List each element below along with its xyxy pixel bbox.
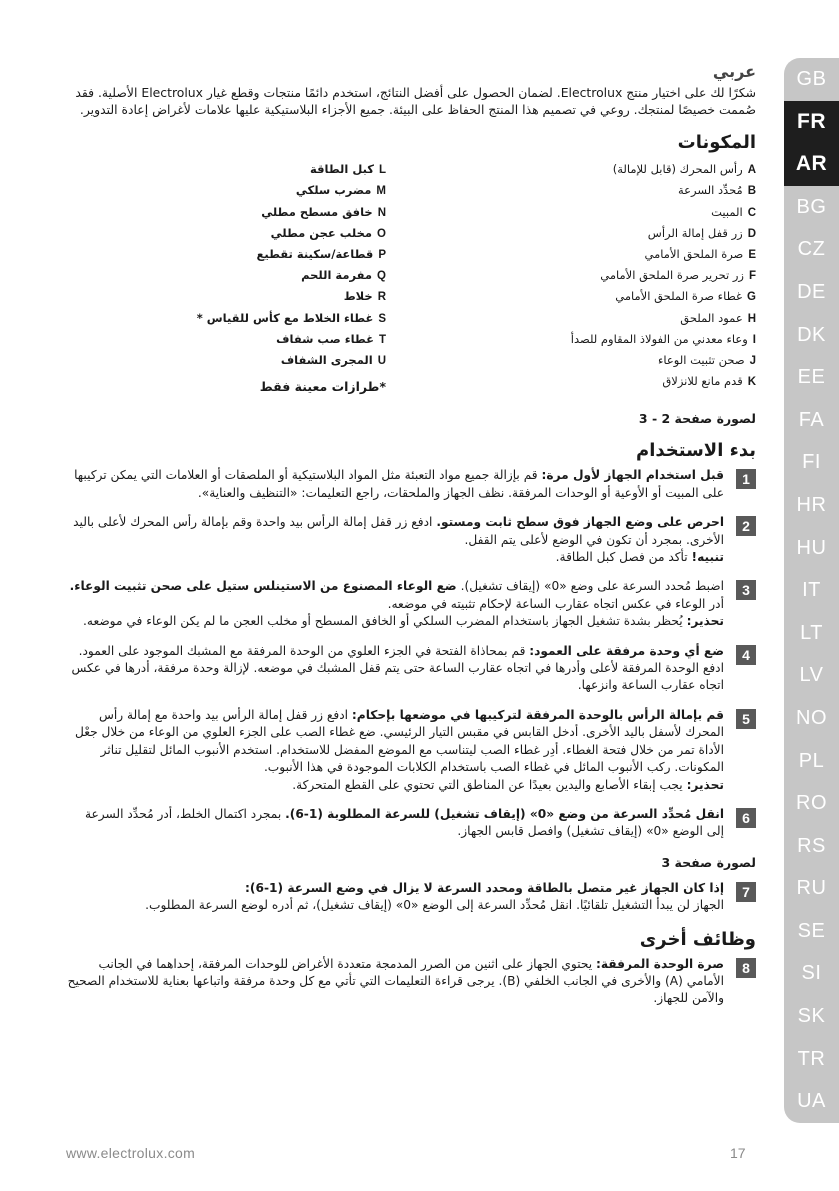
component-item: Lكبل الطاقة xyxy=(310,162,386,177)
other-functions-heading: وظائف أخرى xyxy=(639,928,756,950)
step-2: 2 احرص على وضع الجهاز فوق سطح ثابت ومستو. ادفع زر قفل إمالة الرأس بيد واحدة وقم بإمالة رأس المحرك لأعلى باليد الأخرى. بمجرد أن تكون في الوضع لأعلى يتم القفل. تنبيه! تأكد من فصل كبل الطاقة. xyxy=(66,514,756,566)
lang-tab-ru[interactable]: RU xyxy=(796,877,827,900)
intro-paragraph: شكرًا لك على اختيار منتج Electrolux. لضمان الحصول على أفضل النتائج، استخدم دائمًا منتجات وقطع غيار Electrolux الأصلية. فقد صُممت خصيصًا لمنتجك. روعي في تصميم هذا المنتج الحفاظ على البيئة. جميع الأجزاء البلاستيكية عليها علامات لأغراض إعادة التدوير. xyxy=(75,85,756,117)
language-heading: عربي xyxy=(712,62,756,81)
warning-note: تحذير: يُحظر بشدة تشغيل الجهاز باستخدام المضرب السلكي أو الخافق المسطح أو مخلب العجن ما لم يكن الوعاء في موضعه. xyxy=(83,614,724,629)
component-item: Sغطاء الخلاط مع كأس للقياس * xyxy=(196,310,386,325)
lang-tab-si[interactable]: SI xyxy=(801,962,822,985)
lang-tab-bg[interactable]: BG xyxy=(796,195,827,218)
footer-website[interactable]: www.electrolux.com xyxy=(66,1145,196,1161)
components-column-2 xyxy=(86,159,386,397)
step-number: 7 xyxy=(736,882,756,902)
step-6: 6 انقل مُحدِّد السرعة من وضع «0» (إيقاف تشغيل) للسرعة المطلوبة (1-6). بمجرد اكتمال الخلط، أدر مُحدِّد السرعة إلى الوضع «0» (إيقاف تشغيل) وافصل قابس الجهاز. xyxy=(66,806,756,841)
step-number: 1 xyxy=(736,469,756,489)
components-list xyxy=(66,159,756,397)
component-item: Mمضرب سلكي xyxy=(295,183,386,198)
component-item: Oمخلب عجن مطلي xyxy=(270,225,386,240)
component-item: Dزر قفل إمالة الرأس xyxy=(647,225,756,240)
lang-tab-se[interactable]: SE xyxy=(797,919,826,942)
component-item: Qمفرمة اللحم xyxy=(301,268,386,283)
lang-tab-pl[interactable]: PL xyxy=(798,749,825,772)
lang-tab-de[interactable]: DE xyxy=(797,280,826,303)
component-item: Tغطاء صب شفاف xyxy=(276,331,386,346)
lang-tab-lt[interactable]: LT xyxy=(800,621,823,644)
lang-tab-hu[interactable]: HU xyxy=(796,536,827,559)
page-content xyxy=(66,62,756,1020)
lang-tab-no[interactable]: NO xyxy=(796,706,827,729)
lang-tab-dk[interactable]: DK xyxy=(797,323,826,346)
step-number: 4 xyxy=(736,645,756,665)
models-note: *طرازات معينة فقط xyxy=(259,379,386,395)
lang-tab-gb[interactable]: GB xyxy=(796,68,827,90)
lang-tab-cz[interactable]: CZ xyxy=(797,238,826,261)
step-4: 4 ضع أي وحدة مرفقة على العمود: قم بمحاذاة الفتحة في الجزء العلوي من الوحدة المرفقة مع المشبك الموجود على العمود. ادفع الوحدة المرفقة لأعلى وأدرها في اتجاه عقارب الساعة حتى يتم قفل المشبك في موضعه. لإزالة وحدة مرفقة، أدرها في عكس اتجاه عقارب الساعة وانزعها. xyxy=(66,643,756,695)
lang-tab-ua[interactable]: UA xyxy=(797,1090,826,1113)
warning-note: تحذير: يجب إبقاء الأصابع واليدين بعيدًا عن المناطق التي تحتوي على القطع المتحركة. xyxy=(292,777,724,792)
lang-tab-lv[interactable]: LV xyxy=(799,664,824,687)
component-item: Jصحن تثبيت الوعاء xyxy=(658,353,756,368)
lang-tab-fa[interactable]: FA xyxy=(798,408,825,431)
step-3: 3 اضبط مُحدد السرعة على وضع «0» (إيقاف تشغيل). ضع الوعاء المصنوع من الاستينلس ستيل على صحن تثبيت الوعاء. أدر الوعاء في عكس اتجاه عقارب الساعة لإحكام تثبيته في موضعه. تحذير: يُحظر بشدة تشغيل الجهاز باستخدام المضرب السلكي أو الخافق المسطح أو مخلب العجن ما لم يكن الوعاء في موضعه. xyxy=(66,578,756,630)
lang-tab-sk[interactable]: SK xyxy=(797,1005,826,1028)
step-number: 6 xyxy=(736,808,756,828)
step-number: 3 xyxy=(736,580,756,600)
component-item: Gغطاء صرة الملحق الأمامي xyxy=(615,289,756,304)
component-item: Fزر تحرير صرة الملحق الأمامي xyxy=(600,268,756,283)
language-tabs xyxy=(784,58,839,1123)
lang-tab-fi[interactable]: FI xyxy=(802,451,821,474)
lang-tab-rs[interactable]: RS xyxy=(797,834,826,857)
page-number: 17 xyxy=(730,1145,746,1161)
components-heading: المكونات xyxy=(677,132,756,154)
component-item: Aرأس المحرك (قابل للإمالة) xyxy=(612,162,756,177)
step-number: 8 xyxy=(736,958,756,978)
step-number: 5 xyxy=(736,709,756,729)
component-item: Uالمجرى الشفاف xyxy=(280,353,386,368)
caution-note: تنبيه! تأكد من فصل كبل الطاقة. xyxy=(555,550,724,565)
component-item: Hعمود الملحق xyxy=(680,310,756,325)
step-5: 5 قم بإمالة الرأس بالوحدة المرفقة لتركيبها في موضعها بإحكام: ادفع زر قفل إمالة الرأس بيد واحدة مع إمالة رأس المحرك لأسفل باليد الأخرى. أدخل القابس في مقبس التيار الرئيسي. ضع غطاء الصب على الجزء العلوي من الوعاء من خلال جعْل الأداة تمر من خلال فتحة الغطاء. أدِر غطاء الصب ليتناسب مع الموضع المفضل للاستخدام. استخدم الأنبوب المائل لتقليل تناثر المكونات. ركب الأنبوب المائل في غطاء الصب باستخدام الكلابات الموجودة في هذا الأنبوب. تحذير: يجب إبقاء الأصابع واليدين بعيدًا عن المناطق التي تحتوي على القطع المتحركة. xyxy=(66,707,756,794)
lang-tab-it[interactable]: IT xyxy=(802,579,821,602)
step-8: 8 صرة الوحدة المرفقة: يحتوي الجهاز على اثنين من الصرر المدمجة متعددة الأغراض للوحدات المرفقة، إحداهما في الجانب الأمامي (A) والأخرى في الجانب الخلفي (B). يرجى قراءة التعليمات التي تأتي مع كل وحدة مرفقة واتباعها بعناية للاستخدام الصحيح والآمن للجهاز. xyxy=(66,956,756,1008)
lang-tab-fr[interactable]: FR xyxy=(784,101,839,144)
lang-tab-ee[interactable]: EE xyxy=(797,366,826,389)
component-item: Kقدم مانع للانزلاق xyxy=(662,374,756,389)
components-column-1 xyxy=(386,159,756,397)
component-item: Rخلاط xyxy=(343,289,386,304)
component-item: Nخافق مسطح مطلي xyxy=(261,204,386,219)
step-number: 2 xyxy=(736,516,756,536)
lang-tab-ar[interactable]: AR xyxy=(784,143,839,186)
step-7: 7 إذا كان الجهاز غير متصل بالطاقة ومحدد السرعة لا يزال في وضع السرعة (1-6): الجهاز لن يبدأ التشغيل تلقائيًا. انقل مُحدِّد السرعة إلى الوضع «0» (إيقاف تشغيل)، ثم أدره لوضع السرعة المطلوب. xyxy=(66,880,756,915)
lang-tab-tr[interactable]: TR xyxy=(797,1047,826,1070)
step-1: 1 قبل استخدام الجهاز لأول مرة: قم بإزالة جميع مواد التعبئة مثل المواد البلاستيكية أو الملصقات أو العلامات التي يمكن تركيبها على المبيت أو الأوعية أو الوحدات المرفقة. نظف الجهاز والملحقات، راجع التعليمات: «التنظيف والعناية». xyxy=(66,467,756,502)
figure-reference: لصورة صفحة 3 xyxy=(661,854,756,870)
lang-tab-ro[interactable]: RO xyxy=(796,792,827,815)
component-item: Bمُحدِّد السرعة xyxy=(677,183,756,198)
component-item: Iوعاء معدني من الفولاذ المقاوم للصدأ xyxy=(570,331,756,346)
component-item: Pقطاعة/سكينة تقطيع xyxy=(256,247,386,261)
getting-started-heading: بدء الاستخدام xyxy=(636,440,756,462)
component-item: Eصرة الملحق الأمامي xyxy=(644,247,756,261)
figure-reference: لصورة صفحة 2 - 3 xyxy=(638,411,756,427)
component-item: Cالمبيت xyxy=(711,204,756,219)
lang-tab-hr[interactable]: HR xyxy=(796,493,827,516)
